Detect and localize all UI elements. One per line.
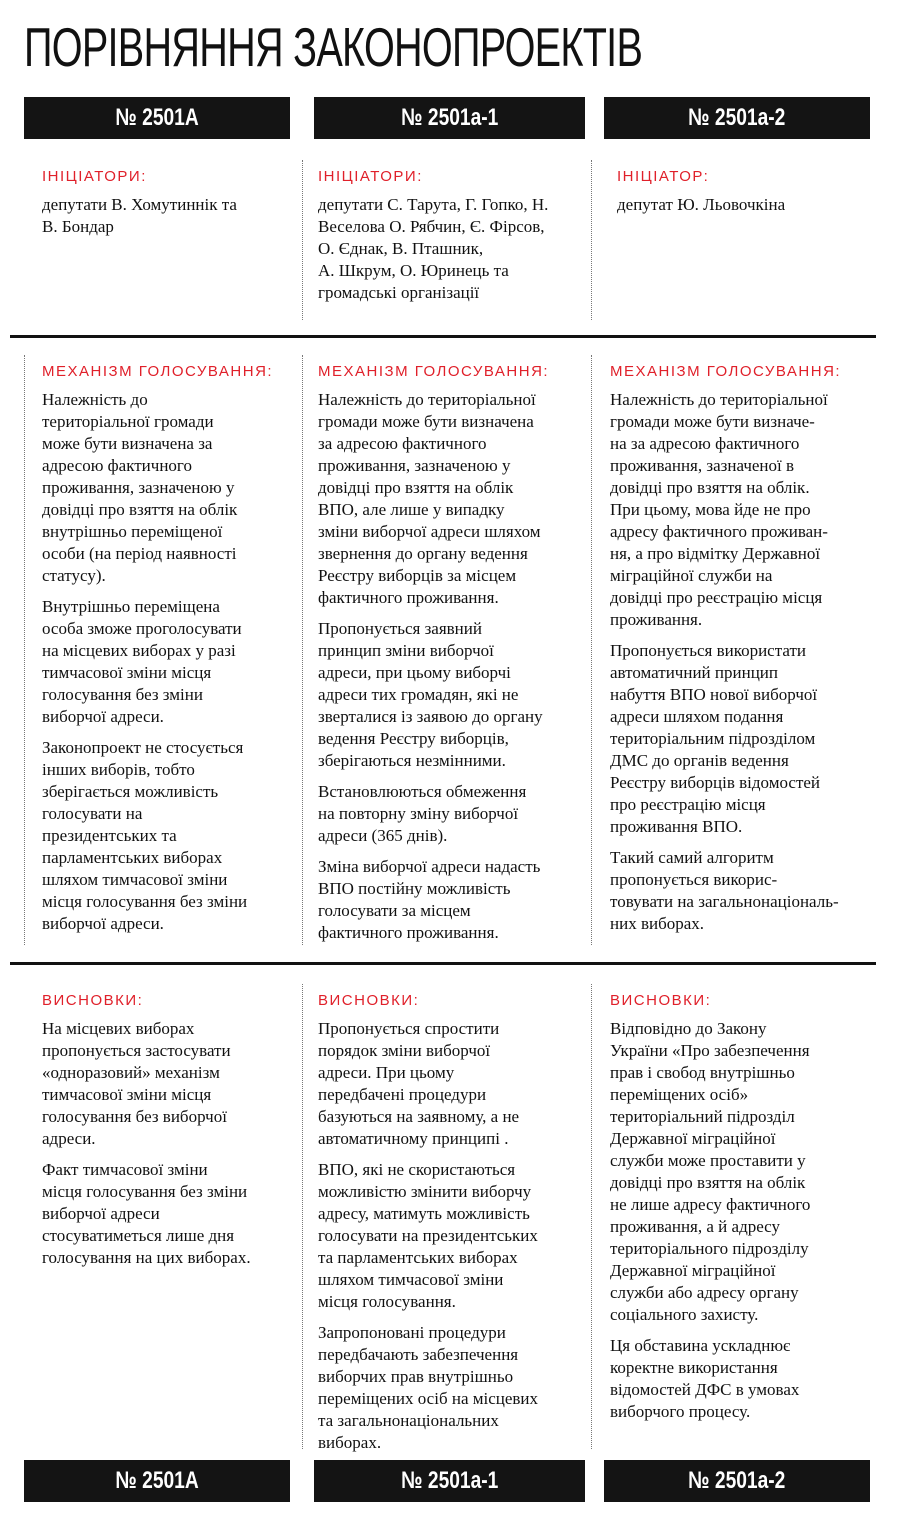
bill-header-2	[314, 97, 585, 139]
initiators-cell-2	[302, 160, 592, 320]
initiators-text: депутати С. Тарута, Г. Гопко, Н. Веселова О. Рябчин, Є. Фірсов, О. Єднак, В. Пташник, А. Шкрум, О. Юринець та громадські організації	[318, 195, 549, 302]
mechanism-label: МЕХАНІЗМ ГОЛОСУВАННЯ:	[610, 363, 842, 380]
conclusions-label: ВИСНОВКИ:	[318, 992, 420, 1009]
bill-number: № 2501а-1	[400, 104, 499, 131]
bill-number: № 2501А	[115, 1467, 199, 1494]
mechanism-paragraph: Зміна виборчої адреси надасть ВПО постійну можливість голосувати за місцем фактичного проживання.	[318, 857, 541, 942]
mechanism-label: МЕХАНІЗМ ГОЛОСУВАННЯ:	[42, 363, 274, 380]
conclusions-paragraph: На місцевих виборах пропонується застосувати «одноразовий» механізм тимчасової зміни місця голосування без виборчої адреси.	[42, 1019, 231, 1148]
bill-footer-3	[604, 1460, 870, 1502]
mechanism-paragraph: Встановлюються обмеження на повторну зміну виборчої адреси (365 днів).	[318, 782, 527, 845]
conclusions-paragraph: ВПО, які не скористаються можливістю змінити виборчу адресу, матимуть можливість голосувати на президентських та парламентських виборах шляхом тимчасової зміни місця голосування.	[318, 1160, 538, 1311]
initiators-label: ІНІЦІАТОРИ:	[318, 168, 423, 185]
initiators-text: депутат Ю. Льовочкіна	[617, 195, 786, 214]
mechanism-paragraph: Належність до територіальної громади може бути визначе- на за адресою фактичного проживання, зазначеної в довідці про взяття на облік. При цьому, мова йде не про адресу фактичного проживан- ня, а про відмітку Державної міграційної служби на довідці про реєстрацію місця проживання.	[610, 390, 828, 629]
bill-number: № 2501а-1	[400, 1467, 499, 1494]
conclusions-paragraph: Пропонується спростити порядок зміни виборчої адреси. При цьому передбачені процедури базуються на заявному, а не автоматичному принципі .	[318, 1019, 520, 1148]
mechanism-cell-1	[24, 355, 302, 945]
initiators-cell-1	[42, 168, 292, 247]
initiators-label: ІНІЦІАТОР:	[617, 168, 710, 185]
mechanism-paragraph: Внутрішньо переміщена особа зможе проголосувати на місцевих виборах у разі тимчасової зміни місця голосування без зміни виборчої адреси.	[42, 597, 242, 726]
initiators-label: ІНІЦІАТОРИ:	[42, 168, 147, 185]
section-divider	[10, 962, 876, 965]
conclusions-paragraph: Запропоновані процедури передбачають забезпечення виборчих прав внутрішньо переміщених осіб на місцевих та загальнонаціональних виборах.	[318, 1323, 539, 1452]
mechanism-label: МЕХАНІЗМ ГОЛОСУВАННЯ:	[318, 363, 550, 380]
bill-header-1	[24, 97, 290, 139]
section-divider	[10, 335, 876, 338]
bill-number: № 2501А	[115, 104, 199, 131]
mechanism-paragraph: Законопроект не стосується інших виборів, тобто зберігається можливість голосувати на президентських та парламентських виборах шляхом тимчасової зміни місця голосування без зміни виборчої адреси.	[42, 738, 248, 933]
conclusions-cell-1	[42, 992, 297, 1278]
conclusions-label: ВИСНОВКИ:	[42, 992, 144, 1009]
mechanism-cell-2	[302, 355, 592, 945]
conclusions-cell-3	[610, 992, 870, 1432]
mechanism-cell-3	[610, 363, 870, 944]
conclusions-paragraph: Ця обставина ускладнює коректне використання відомостей ДФС в умовах виборчого процесу.	[610, 1336, 800, 1421]
mechanism-paragraph: Пропонується заявний принцип зміни виборчої адреси, при цьому виборчі адреси тих громадян, які не зверталися із заявою до органу ведення Реєстру виборців, зберігаються незмінними.	[318, 619, 543, 770]
bill-footer-2	[314, 1460, 585, 1502]
initiators-cell-3	[617, 168, 867, 225]
mechanism-paragraph: Пропонується використати автоматичний принцип набуття ВПО нової виборчої адреси шляхом подання територіальним підрозділом ДМС до органів ведення Реєстру виборців відомостей про реєстрацію місця проживання ВПО.	[610, 641, 821, 836]
bill-number: № 2501а-2	[688, 1467, 786, 1494]
mechanism-paragraph: Належність до територіальної громади може бути визначена за адресою фактичного проживання, зазначеною у довідці про взяття на облік ВПО, але лише у випадку зміни виборчої адреси шляхом звернення до органу ведення Реєстру виборців за місцем фактичного проживання.	[318, 390, 541, 607]
initiators-text: депутати В. Хомутиннік та В. Бондар	[42, 195, 237, 236]
page-title: ПОРІВНЯННЯ ЗАКОНОПРОЕКТІВ	[24, 16, 643, 78]
conclusions-paragraph: Факт тимчасової зміни місця голосування без зміни виборчої адреси стосуватиметься лише дня голосування на цих виборах.	[42, 1160, 251, 1267]
bill-footer-1	[24, 1460, 290, 1502]
bill-number: № 2501а-2	[688, 104, 786, 131]
conclusions-cell-2	[302, 984, 592, 1452]
mechanism-paragraph: Такий самий алгоритм пропонується викорис- товувати на загальнонаціональ- них виборах.	[610, 848, 839, 933]
bill-header-3	[604, 97, 870, 139]
conclusions-paragraph: Відповідно до Закону України «Про забезпечення прав і свобод внутрішньо переміщених осіб» територіальний підрозділ Державної міграційної служби може проставити у довідці про взяття на облік не лише адресу фактичного проживання, а й адресу територіального підрозділу Державної міграційної служби або адресу органу соціального захисту.	[610, 1019, 811, 1324]
conclusions-label: ВИСНОВКИ:	[610, 992, 712, 1009]
mechanism-paragraph: Належність до територіальної громади може бути визначена за адресою фактичного проживання, зазначеною у довідці про взяття на облік внутрішньо переміщеної особи (на період наявності статусу).	[42, 390, 238, 585]
